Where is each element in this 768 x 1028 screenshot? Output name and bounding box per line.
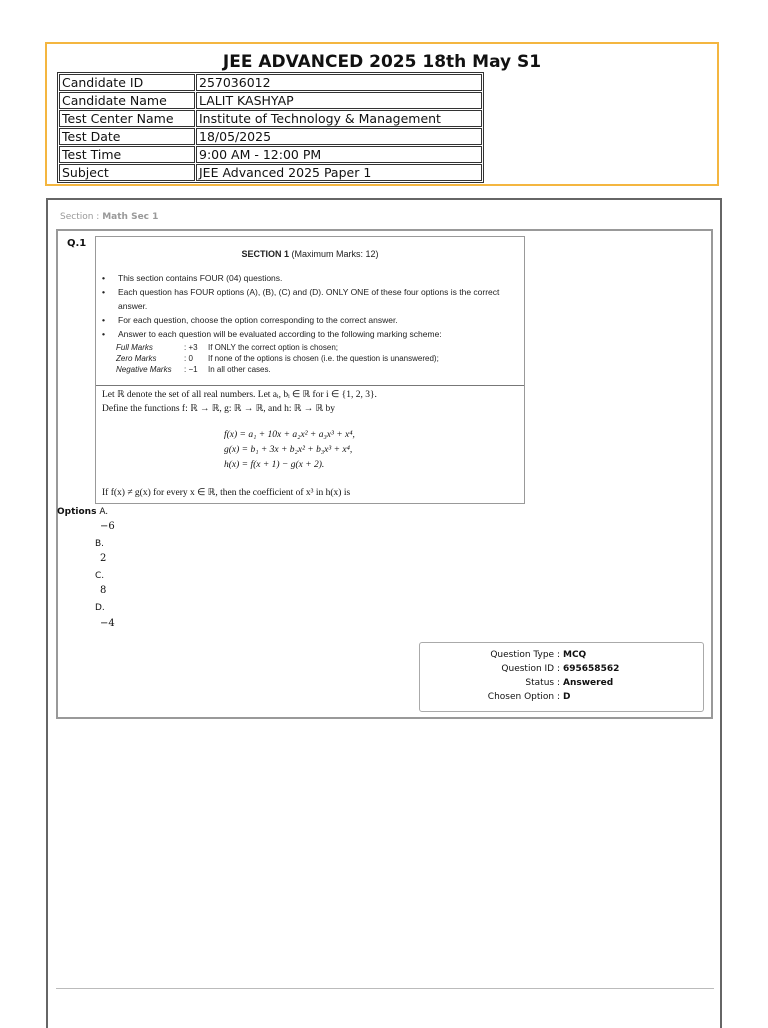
instructions-title: SECTION 1 (Maximum Marks: 12) — [241, 249, 379, 259]
equation-g: g(x) = b₁ + 3x + b₂x² + b₃x³ + x⁴, — [224, 445, 353, 455]
section-label — [60, 212, 158, 222]
table-row — [59, 128, 482, 145]
table-row — [59, 164, 482, 181]
instruction-bullet: • Answer to each question will be evaluated according to the following marking scheme: — [102, 327, 518, 341]
question-line: If f(x) ≠ g(x) for every x ∈ ℝ, then the coefficient of x³ in h(x) is — [102, 488, 351, 498]
question-text — [96, 386, 524, 504]
info-label: Subject — [59, 164, 195, 181]
question-meta-box — [419, 642, 704, 712]
info-label: Test Time — [59, 146, 195, 163]
info-label: Test Center Name — [59, 110, 195, 127]
option-value: −6 — [100, 521, 115, 532]
exam-title: JEE ADVANCED 2025 18th May S1 — [222, 52, 542, 72]
section-instructions — [96, 237, 524, 385]
candidate-info-panel — [45, 42, 719, 186]
instruction-bullet: • For each question, choose the option corresponding to the correct answer. — [102, 313, 518, 327]
info-label: Candidate Name — [59, 92, 195, 109]
option-letter: C. — [95, 571, 105, 581]
question-number: Q.1 — [67, 238, 87, 249]
option-letter: B. — [95, 539, 105, 549]
options-label: Options A. — [57, 507, 109, 517]
section-name: Math Sec 1 — [102, 212, 159, 222]
info-value: 257036012 — [196, 74, 482, 91]
meta-row: Question ID : 695658562 — [501, 664, 620, 674]
question-line: Let ℝ denote the set of all real numbers. Let aᵢ, bᵢ ∈ ℝ for i ∈ {1, 2, 3}. — [102, 390, 377, 400]
table-row — [59, 146, 482, 163]
table-row — [59, 92, 482, 109]
candidate-info-table — [57, 72, 484, 183]
equation-f: f(x) = a₁ + 10x + a₂x² + a₃x³ + x⁴, — [224, 430, 355, 440]
instruction-bullet: • Each question has FOUR options (A), (B), (C) and (D). ONLY ONE of these four options is the correct answer. — [102, 285, 518, 313]
question-image — [95, 236, 525, 504]
instruction-bullet: • This section contains FOUR (04) questions. — [102, 271, 518, 285]
option-value: −4 — [100, 618, 115, 629]
info-value: 18/05/2025 — [196, 128, 482, 145]
info-value: Institute of Technology & Management — [196, 110, 482, 127]
marking-row: Full Marks : +3 If ONLY the correct option is chosen; — [116, 343, 338, 352]
marking-row: Zero Marks : 0 If none of the options is chosen (i.e. the question is unanswered); — [116, 354, 439, 363]
table-row — [59, 110, 482, 127]
table-row — [59, 74, 482, 91]
page-divider — [56, 988, 714, 989]
section-prefix: Section : — [60, 212, 100, 222]
option-value: 8 — [100, 585, 107, 596]
option-value: 2 — [100, 553, 107, 564]
info-value: 9:00 AM - 12:00 PM — [196, 146, 482, 163]
meta-row: Status : Answered — [525, 678, 614, 688]
info-value: JEE Advanced 2025 Paper 1 — [196, 164, 482, 181]
meta-row: Chosen Option : D — [487, 692, 571, 702]
equation-h: h(x) = f(x + 1) − g(x + 2). — [224, 460, 325, 470]
info-label: Test Date — [59, 128, 195, 145]
info-value: LALIT KASHYAP — [196, 92, 482, 109]
info-label: Candidate ID — [59, 74, 195, 91]
question-line: Define the functions f: ℝ → ℝ, g: ℝ → ℝ, and h: ℝ → ℝ by — [102, 404, 336, 414]
option-letter: D. — [95, 603, 105, 613]
marking-row: Negative Marks : −1 In all other cases. — [116, 365, 271, 374]
meta-row: Question Type : MCQ — [490, 650, 587, 660]
